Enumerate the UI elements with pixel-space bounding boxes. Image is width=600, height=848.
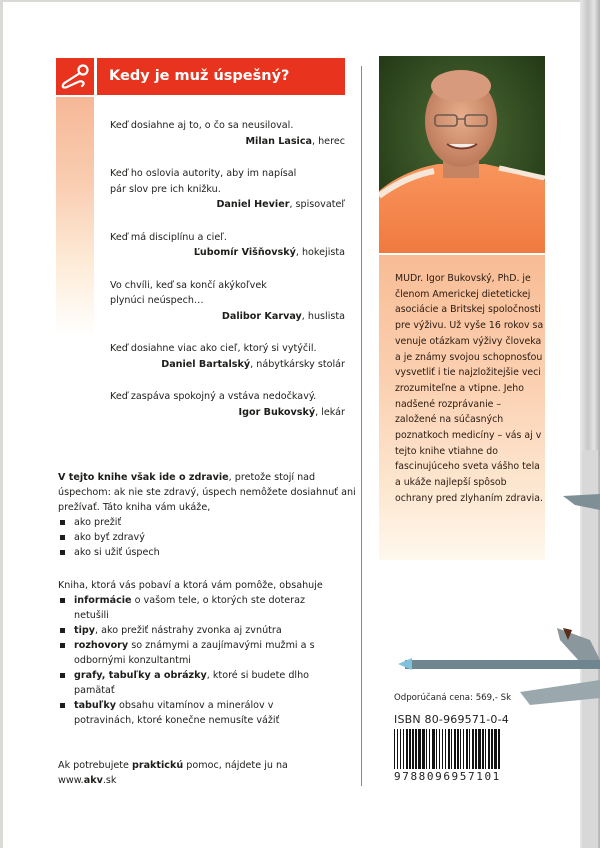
quote-text: Keď dosiahne aj to, o čo sa neusiloval.	[110, 120, 294, 131]
contents-lead: Kniha, ktorá vás pobaví a ktorá vám pomôže, obsahuje	[58, 580, 323, 591]
quote-text: Keď má disciplínu a cieľ.	[110, 231, 227, 243]
list-item: tabuľky obsahu vitamínov a minerálov v potravinách, ktoré konečne nemusíte vážiť	[58, 698, 333, 728]
barcode-bar	[400, 729, 401, 769]
decorative-strip	[56, 97, 94, 337]
barcode-bar	[432, 729, 435, 769]
barcode-bar	[448, 729, 450, 769]
benefits-list	[58, 515, 358, 560]
quote-author: Daniel Bartalský, nábytkársky stolár	[161, 358, 345, 370]
barcode-bar	[454, 729, 456, 769]
barcode-bar	[494, 729, 497, 769]
barcode-bar	[406, 729, 408, 769]
barcode-bar	[475, 729, 477, 769]
quote-author: Igor Bukovský, lekár	[238, 406, 345, 418]
list-item: ako byť zdravý	[58, 530, 358, 545]
barcode-bar	[482, 729, 484, 769]
list-item: ako prežiť	[58, 515, 358, 530]
barcode-bar	[469, 729, 470, 769]
section-title: Kedy je muž úspešný?	[97, 58, 345, 95]
barcode-bar	[439, 729, 440, 769]
barcode-bar	[457, 729, 459, 769]
quote-text: Vo chvíli, keď sa končí akýkoľvek plynúci neúspech…	[110, 279, 267, 306]
quote-author: Ľubomír Višňovský, hokejista	[193, 247, 345, 258]
barcode-bar	[409, 729, 411, 769]
barcode-bar	[485, 729, 486, 769]
barcode-bar	[463, 729, 464, 769]
barcode	[394, 729, 507, 769]
barcode-bar	[394, 729, 395, 769]
barcode-bar	[403, 729, 404, 769]
quote-text: Keď dosiahne viac ako cieľ, ktorý si vytýčil.	[110, 343, 317, 354]
list-item: grafy, tabuľky a obrázky, ktoré si budete dlho pamätať	[58, 668, 320, 698]
list-item: informácie o vašom tele, o ktorých ste doteraz netušili	[58, 593, 320, 623]
contents-list	[58, 593, 320, 728]
barcode-bar	[491, 729, 493, 769]
barcode-bar	[429, 729, 430, 769]
description	[58, 470, 358, 788]
barcode-bar	[472, 729, 474, 769]
quote-text: Keď ho oslovia autority, aby im napísal pár slov pre ich knižku.	[110, 168, 297, 195]
barcode-bar	[415, 729, 417, 769]
quotes-list	[110, 118, 345, 437]
header-icon-box	[56, 58, 94, 95]
barcode-bar	[445, 729, 446, 769]
quote	[110, 389, 345, 420]
ean-number: 9788096957101	[394, 770, 501, 783]
website-link[interactable]: www.akv.sk	[58, 775, 117, 786]
barcode-bar	[426, 729, 427, 769]
quote	[110, 341, 345, 372]
book-spine	[580, 0, 600, 848]
barcode-bar	[466, 729, 468, 769]
price-label: Odporúčaná cena: 569,- Sk	[394, 693, 512, 703]
list-item: ako si užiť úspech	[58, 545, 358, 560]
quote	[110, 278, 345, 325]
author-bio: MUDr. Igor Bukovský, PhD. je členom Americkej dietetickej asociácie a Britskej spoločnosti pre výživu. Už vyše 16 rokov sa venuje otázkam výživy človeka a je známy svojou schopnosťou vysvetliť i tie najzložitejšie veci zrozumiteľne a vtipne. Jeho nadšené rozprávanie – založené na súčasných poznatkoch medicíny – vás aj v tejto knihe vtiahne do fascinujúceho sveta vášho tela a ukáže najlepší spôsob ochrany pred zlyhaním zdravia.	[395, 273, 544, 504]
barcode-bar	[436, 729, 437, 769]
intro-paragraph: V tejto knihe však ide o zdravie, pretože stojí nad úspechom: ak nie ste zdravý, úspech nemôžete dosiahnuť ani prežívať. Táto kniha vám ukáže,	[58, 472, 356, 513]
quote-author: Daniel Hevier, spisovateľ	[216, 199, 345, 210]
quote	[110, 166, 345, 213]
barcode-bar	[451, 729, 452, 769]
barcode-bar	[460, 729, 461, 769]
barcode-bar	[498, 729, 500, 769]
quote-author: Dalibor Karvay, huslista	[221, 310, 345, 322]
author-photo	[379, 56, 545, 253]
list-item: rozhovory so známymi a zaujímavými mužmi a s odbornými konzultantmi	[58, 638, 320, 668]
microphone-icon	[56, 58, 94, 95]
barcode-bar	[488, 729, 490, 769]
isbn-label: ISBN 80-969571-0-4	[394, 713, 509, 726]
barcode-bar	[422, 729, 425, 769]
barcode-bar	[478, 729, 481, 769]
column-divider	[361, 66, 362, 786]
barcode-bar	[418, 729, 421, 769]
quote	[110, 118, 345, 149]
barcode-bar	[412, 729, 414, 769]
barcode-bar	[442, 729, 443, 769]
list-item: tipy, ako prežiť nástrahy zvonka aj zvnútra	[58, 623, 320, 638]
footer-text: Ak potrebujete praktickú pomoc, nájdete ju na	[58, 760, 288, 771]
barcode-bar	[397, 729, 398, 769]
quote-text: Keď zaspáva spokojný a vstáva nedočkavý.	[110, 391, 317, 402]
quote-author: Milan Lasica, herec	[245, 135, 345, 147]
quote	[110, 230, 345, 261]
